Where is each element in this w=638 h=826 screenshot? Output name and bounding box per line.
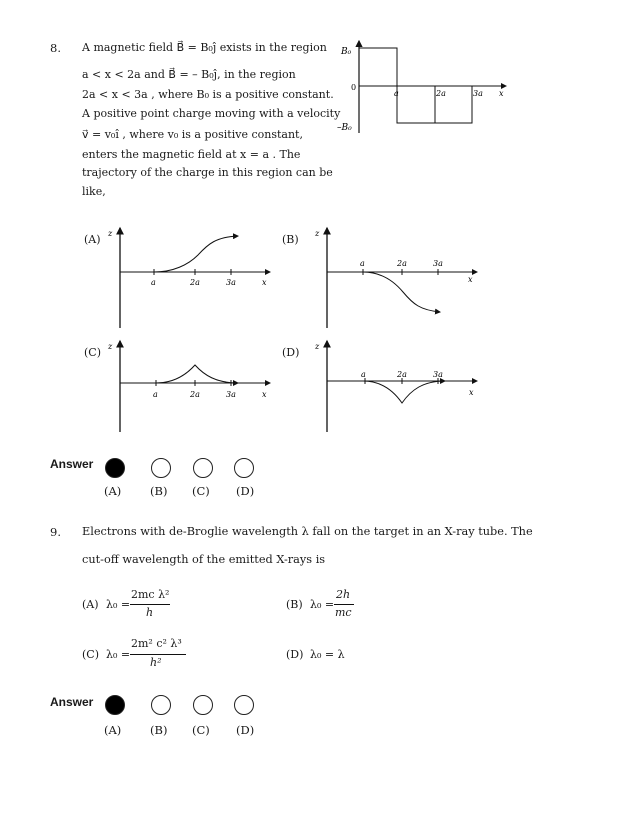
q9-option-a-num: 2mc λ² — [131, 588, 170, 601]
answer-bubble-d[interactable] — [234, 458, 254, 478]
q9-option-c-lhs: λ₀ = — [106, 648, 131, 661]
answer-choice-label: (C) — [192, 484, 210, 498]
trajectory-curve — [120, 365, 238, 383]
tick-label: 2a — [190, 278, 200, 287]
svg-text:x: x — [469, 388, 474, 397]
answer-bubble-c[interactable] — [193, 458, 213, 478]
tick-label: 2a — [397, 259, 407, 268]
svg-text:z: z — [315, 342, 320, 351]
q9-option-b-lhs: λ₀ = — [310, 598, 335, 611]
answer-choice-label: (D) — [236, 484, 255, 498]
answer-choice-label: (A) — [104, 484, 122, 498]
answer-bubble-b[interactable] — [151, 458, 171, 478]
tick-label: a — [360, 259, 365, 268]
q8-line: A positive point charge moving with a velocity — [82, 107, 341, 120]
tick-label: a — [394, 89, 399, 98]
option-d-trajectory — [305, 335, 485, 435]
origin-label: 0 — [351, 83, 357, 92]
q8-line: like, — [82, 185, 106, 198]
trajectory-curve — [327, 381, 445, 403]
svg-text:x: x — [468, 275, 473, 284]
q8-line: enters the magnetic field at x = a . The — [82, 148, 301, 161]
trajectory-curve — [327, 272, 440, 312]
answer-choice-label: (B) — [150, 484, 168, 498]
q9-option-c-num: 2m² c² λ³ — [131, 637, 182, 650]
fraction-bar — [130, 604, 170, 605]
q9-option-b-label: (B) — [286, 598, 303, 611]
q8-line: A magnetic field B⃗ = B₀ĵ exists in the region — [82, 41, 327, 54]
answer-choice-label: (C) — [192, 723, 210, 737]
y-neg-label: –B₀ — [337, 123, 352, 133]
q9-option-d-label: (D) — [286, 648, 304, 661]
trajectory-curve — [120, 236, 238, 272]
answer-choice-label: (A) — [104, 723, 122, 737]
answer-bubble-a[interactable] — [105, 458, 125, 478]
tick-label: a — [153, 390, 158, 399]
tick-label: 2a — [190, 390, 200, 399]
tick-label: 3a — [473, 89, 483, 98]
svg-text:z: z — [108, 342, 113, 351]
svg-text:x: x — [262, 278, 267, 287]
answer-label: Answer — [50, 457, 94, 471]
fraction-bar — [130, 654, 186, 655]
tick-label: 2a — [397, 370, 407, 379]
option-a-trajectory — [98, 220, 278, 330]
tick-label: 3a — [433, 259, 443, 268]
option-c-trajectory — [98, 335, 278, 435]
tick-label: 3a — [226, 390, 236, 399]
svg-text:z: z — [108, 229, 113, 238]
svg-text:z: z — [315, 229, 320, 238]
answer-choice-label: (D) — [236, 723, 255, 737]
q9-line: Electrons with de-Broglie wavelength λ fall on the target in an X-ray tube. The — [82, 525, 533, 538]
answer-label: Answer — [50, 695, 94, 709]
tick-label: a — [361, 370, 366, 379]
option-c-label: (C) — [84, 346, 101, 359]
q9-option-b-den: mc — [335, 606, 352, 619]
y-pos-label: B₀ — [341, 47, 352, 57]
q8-line: a < x < 2a and B⃗ = – B₀ĵ, in the region — [82, 68, 296, 81]
answer-bubble-b[interactable] — [151, 695, 171, 715]
q8-line: 2a < x < 3a , where B₀ is a positive constant. — [82, 88, 334, 101]
answer-bubble-a[interactable] — [105, 695, 125, 715]
tick-label: 3a — [433, 370, 443, 379]
option-d-label: (D) — [282, 346, 300, 359]
q8-line: v⃗ = v₀î , where v₀ is a positive constant, — [82, 128, 303, 141]
tick-label: a — [151, 278, 156, 287]
q9-option-c-den: h² — [150, 656, 162, 669]
tick-label: 3a — [226, 278, 236, 287]
q9-option-a-label: (A) — [82, 598, 99, 611]
answer-bubble-c[interactable] — [193, 695, 213, 715]
option-b-trajectory — [305, 220, 485, 330]
q8-line: trajectory of the charge in this region can be — [82, 166, 333, 179]
tick-label: 2a — [436, 89, 446, 98]
svg-text:x: x — [262, 390, 267, 399]
q9-line: cut-off wavelength of the emitted X-rays is — [82, 553, 326, 566]
answer-bubble-d[interactable] — [234, 695, 254, 715]
magnetic-field-graph — [336, 38, 516, 138]
q9-option-a-lhs: λ₀ = — [106, 598, 131, 611]
x-axis-label: x — [499, 89, 504, 98]
option-b-label: (B) — [282, 233, 299, 246]
q9-option-a-den: h — [146, 606, 154, 619]
option-a-label: (A) — [84, 233, 101, 246]
field-positive-region — [359, 48, 397, 86]
q9-option-d-lhs: λ₀ = λ — [310, 648, 345, 661]
q9-option-b-num: 2h — [336, 588, 351, 601]
answer-choice-label: (B) — [150, 723, 168, 737]
question-9-number: 9. — [50, 525, 61, 539]
q9-option-c-label: (C) — [82, 648, 99, 661]
question-8-number: 8. — [50, 41, 61, 55]
fraction-bar — [334, 604, 354, 605]
